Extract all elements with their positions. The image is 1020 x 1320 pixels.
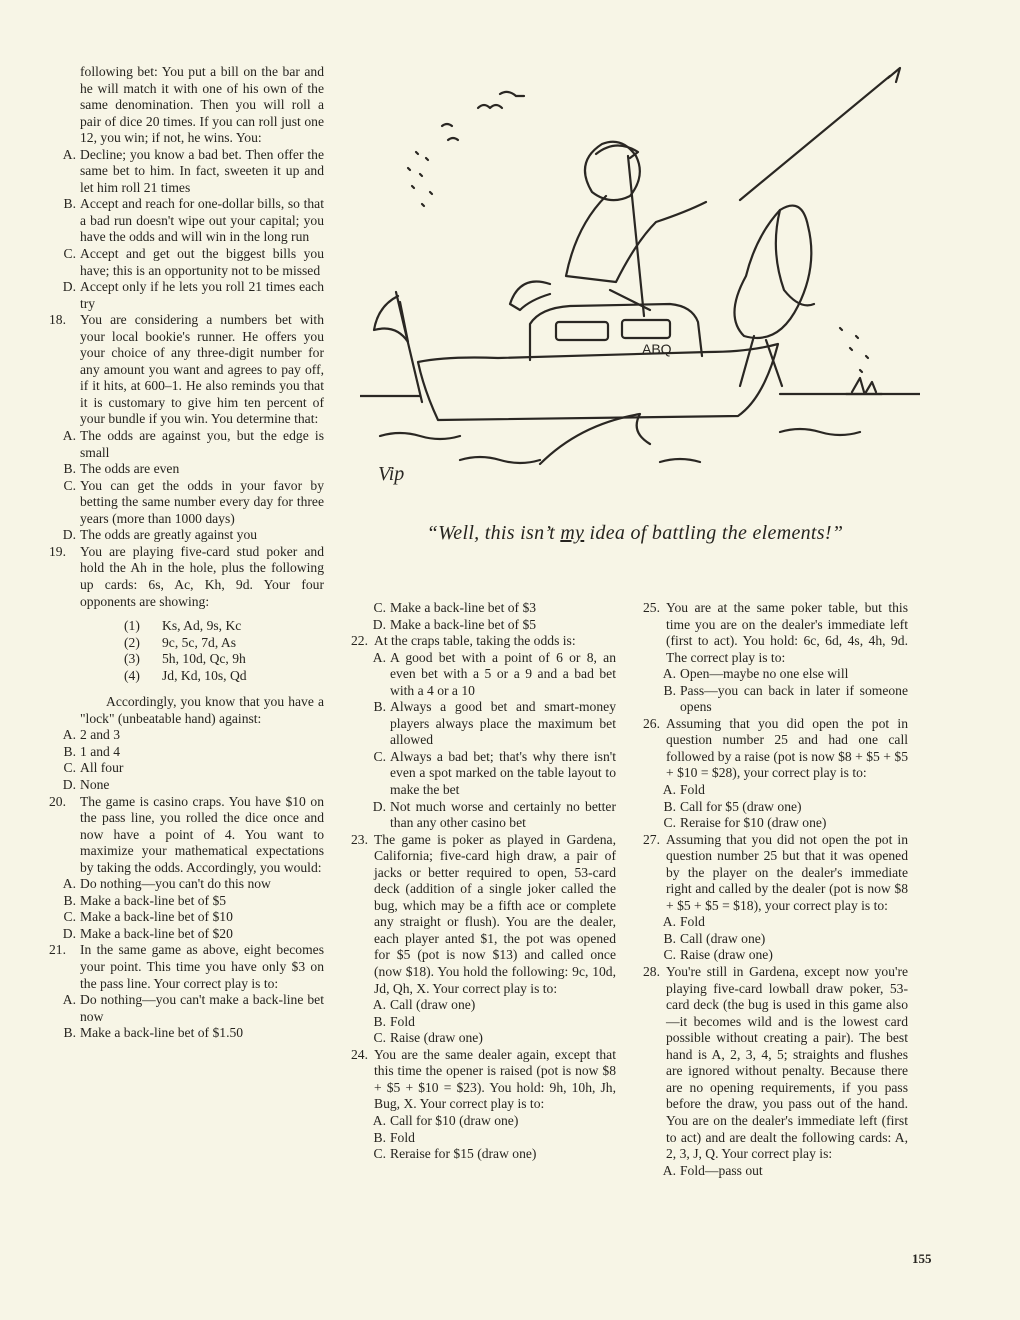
q21-options [36,992,324,1042]
q23-option-c: C. Raise (draw one) [373,1030,483,1046]
q20-option-c: C. Make a back-line bet of $10 [63,909,233,925]
horizon-line [360,394,920,396]
question-20 [36,794,324,877]
page-number: 155 [912,1251,932,1266]
q19-followup: Accordingly, you know that you have a "lock" (unbeatable hand) against: [80,694,324,726]
question-text: In the same game as above, eight becomes your point. This time you have only $3 on the pass line. Your correct play is to: [80,942,324,991]
question-text: You are the same dealer again, except that this time the opener is raised (pot is now $8 + $5 + $10 = $23). You hold: 9h, 10h, Jh, Bug, X. Your correct play is to: [374,1046,616,1112]
q19-option-a: A. 2 and 3 [62,727,121,743]
q19-option-c: C. All four [63,760,124,776]
opponent-hand: (1) Ks, Ad, 9s, Kc [124,618,242,634]
question-number: 28. [643,964,660,980]
question-number: 22. [351,633,368,649]
q17-option-a: A. Decline; you know a bad bet. Then offer the same bet to him. In fact, sweeten it up and let him roll 21 times [62,146,324,195]
question-24 [338,1047,616,1113]
question-number: 20. [49,793,66,809]
q20-option-a: A. Do nothing—you can't do this now [62,876,271,892]
gull-icon [478,105,502,108]
cabin-window [622,320,670,338]
q22-option-c: C. Always a bad bet; that's why there isn't even a spot marked on the table layout to make the bet [373,748,616,798]
question-text: You are at the same poker table, but this time you are on the dealer's immediate left (first to act). You hold: 6c, 6d, 4s, 4h, 9d. The correct play is to: [666,600,908,665]
q21-option-a: A. Do nothing—you can't make a back-line bet now [62,992,324,1024]
gull-icon [442,124,452,126]
question-number: 19. [49,543,66,559]
q18-option-b: B. The odds are even [63,461,180,477]
q18-option-c: C. You can get the odds in your favor by betting the same number every day for three years (more than 1000 days) [63,477,324,526]
question-27 [630,832,908,915]
question-text: At the craps table, taking the odds is: [374,633,576,649]
q27-option-a: A. Fold [662,914,705,930]
q21-option-b: B. Make a back-line bet of $1.50 [63,1025,244,1041]
cabin-window [556,322,608,340]
question-number: 25. [643,600,660,615]
q27-option-b: B. Call (draw one) [663,930,766,946]
q24-option-c: C. Reraise for $15 (draw one) [373,1146,537,1162]
q23-option-b: B. Fold [373,1013,415,1029]
q17-option-b: B. Accept and reach for one-dollar bills, so that a bad run doesn't wipe out your capital; you have the odds and will win in the long run [63,196,324,245]
column-right [630,600,908,1179]
cartoon-caption: “Well, this isn’t my idea of battling the elements!” [426,522,844,544]
caption-emphasis: my [560,522,585,544]
question-28 [630,964,908,1163]
q17-options [36,147,324,312]
question-22 [338,633,616,650]
distant-sailboat-icon [846,378,882,394]
boat-hull [418,344,778,420]
opponent-hand: (3) 5h, 10d, Qc, 9h [124,651,246,667]
q22-option-d: D. Not much worse and certainly no better than any other casino bet [372,798,616,831]
gull-icon [448,138,458,140]
question-number: 23. [351,831,368,847]
q25-option-a: A. Open—maybe no one else will [662,666,849,682]
q20-options [36,876,324,942]
q17-option-d: D. Accept only if he lets you roll 21 times each try [62,279,324,311]
flag-icon [374,296,408,342]
question-26 [630,716,908,782]
question-text: The game is casino craps. You have $10 on the pass line, you rolled the dice once and now have a point of 4. You want to maximize your mathematical expectations by taking the odds. Accordingly, you would: [80,793,324,875]
spray-dots [408,152,432,206]
question-19 [36,544,324,610]
q19-option-d: D. None [62,776,110,792]
question-number: 26. [643,715,660,731]
q24-option-b: B. Fold [373,1129,415,1145]
man-figure [566,142,706,282]
opponent-hand: (2) 9c, 5c, 7d, As [124,634,237,650]
question-number: 21. [49,942,66,958]
q26-option-c: C. Reraise for $10 (draw one) [663,815,827,831]
question-number: 18. [49,312,66,328]
q18-option-d: D. The odds are greatly against you [62,527,258,543]
question-text: You are playing five-card stud poker and hold the Ah in the hole, plus the following up cards: 6s, Ac, Kh, 9d. Your four opponents are showing: [80,543,324,609]
q28-option-a: A. Fold—pass out [662,1162,763,1178]
q21-option-c: C. Make a back-line bet of $3 [373,600,537,615]
q27-option-c: C. Raise (draw one) [663,947,773,963]
question-text: Assuming that you did not open the pot in question number 25 but that it was opened by the player on the dealer's immediate right and called by the dealer (pot is now $8 + $5 + $5 = $18), your correct play is to: [666,831,908,913]
hull-lettering: ABQ [642,341,672,357]
question-number: 27. [643,831,660,847]
q19-option-b: B. 1 and 4 [63,743,121,759]
question-text: Assuming that you did open the pot in question number 25 and had one call followed by a raise (pot is now $8 + $5 + $5 + $10 = $28), your correct play is to: [666,715,908,781]
column-left [36,64,324,1042]
q24-option-a: A. Call for $10 (draw one) [372,1112,519,1128]
q22-option-a: A. A good bet with a point of 6 or 8, an even bet with a 5 or a 9 and a bad bet with a 4 or a 10 [372,649,616,698]
q25-option-b: B. Pass—you can back in later if someone opens [663,682,908,715]
opponent-hands [36,618,324,684]
q26-option-b: B. Call for $5 (draw one) [663,798,802,814]
q17-option-c: C. Accept and get out the biggest bills you have; this is an opportunity not to be missed [63,246,324,278]
q26-option-a: A. Fold [662,782,705,798]
cartoon-illustration [360,60,920,500]
question-21 [36,942,324,992]
boathook [740,76,890,200]
water-waves [380,429,860,463]
q23-option-a: A. Call (draw one) [372,997,476,1013]
artist-signature: Vip [378,463,405,485]
q18-options [36,428,324,544]
question-number: 24. [351,1046,368,1062]
q17-intro: following bet: You put a bill on the bar and he will match it with one of his own of the same denomination. Then you will roll a pair of dice 20 times. If you can roll just one 12, you win; if not, he wins. You: [80,64,324,146]
flag-pole [396,292,422,402]
opponent-hand: (4) Jd, Kd, 10s, Qd [124,667,247,683]
q20-option-b: B. Make a back-line bet of $5 [63,892,227,908]
column-middle [338,600,616,1163]
question-18 [36,312,324,428]
gull-icon [500,92,524,96]
question-text: The game is poker as played in Gardena, California; five-card high draw, a pair of jacks or better required to open, 53-card deck (addition of a single joker called the bug, which may be a fifth ace or complete any straight or flush). You are the dealer, each player anted $1, the pot was opened for $5 (pot is now $13) and called once (now $18). You hold the following: 9c, 10d, Jd, Qh, X. Your correct play is to: [374,831,616,996]
woman-figure [734,206,811,338]
mermaid-tail [540,414,650,464]
q20-option-d: D. Make a back-line bet of $20 [62,925,233,941]
question-25 [630,600,908,666]
q21-option-d: D. Make a back-line bet of $5 [372,616,537,632]
mast [628,156,644,316]
question-text: You are considering a numbers bet with your local bookie's runner. He offers you your choice of any three-digit number for any amount you want and agrees to pay off, if it hits, at 600–1. He also reminds you that it is customary to give him ten percent of your bundle if you win. You determine that: [80,312,324,427]
q19-options [36,727,324,793]
q18-option-a: A. The odds are against you, but the edge is small [62,428,324,460]
spray-dots [840,328,868,372]
question-23 [338,832,616,997]
question-text: You're still in Gardena, except now you're playing five-card lowball draw poker, 53-card deck (the bug is used in this game also—it becomes wild and is the lowest card possible without creating a pair). The best hand is A, 2, 3, 4, 5; straights and flushes are ignored without penalty. Because there are no opening requirements, if you pass before the draw, you pass out of the hand. You are on the dealer's immediate left (first to act) and are dealt the following cards: A, 2, 3, J, Q. Your correct play is: [666,964,908,1162]
q22-option-b: B. Always a good bet and smart-money players always place the maximum bet allowed [373,699,616,748]
